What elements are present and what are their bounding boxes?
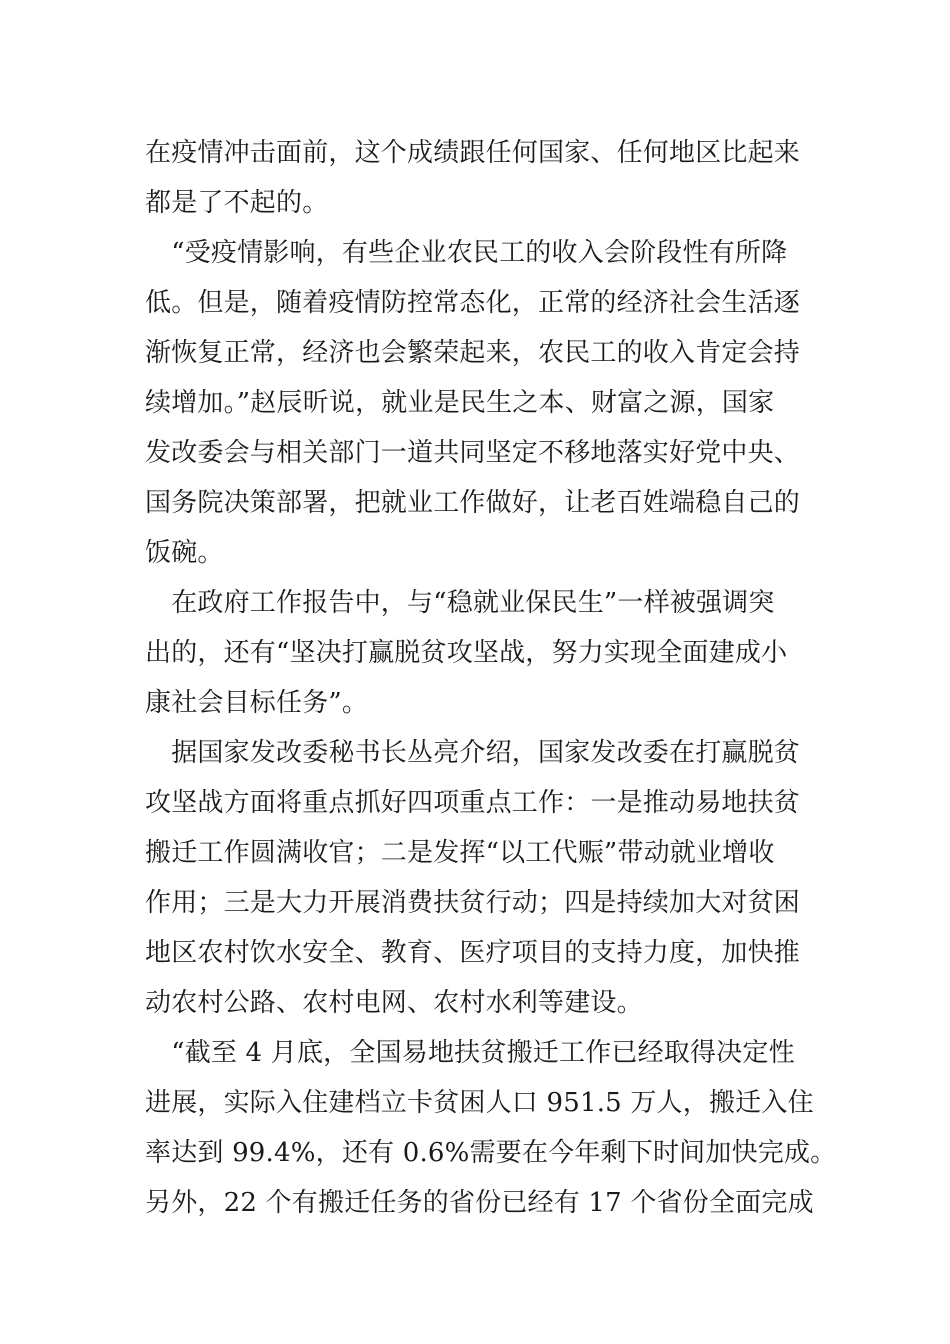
text-line: 另外，22 个有搬迁任务的省份已经有 17 个省份全面完成 xyxy=(145,1188,814,1218)
text-line: 在政府工作报告中，与“稳就业保民生”一样被强调突 xyxy=(145,588,775,618)
text-line: “截至 4 月底，全国易地扶贫搬迁工作已经取得决定性 xyxy=(145,1038,795,1068)
paragraph-5 xyxy=(145,1028,837,1228)
text-line: 在疫情冲击面前，这个成绩跟任何国家、任何地区比起来 xyxy=(145,138,801,168)
text-line: 国务院决策部署，把就业工作做好，让老百姓端稳自己的 xyxy=(145,488,801,518)
text-line: 作用；三是大力开展消费扶贫行动；四是持续加大对贫困 xyxy=(145,888,801,918)
text-line: 低。但是，随着疫情防控常态化，正常的经济社会生活逐 xyxy=(145,288,801,318)
text-line: 地区农村饮水安全、教育、医疗项目的支持力度，加快推 xyxy=(145,938,801,968)
text-line: “受疫情影响，有些企业农民工的收入会阶段性有所降 xyxy=(145,238,788,268)
text-line: 续增加。”赵辰昕说，就业是民生之本、财富之源，国家 xyxy=(145,388,775,418)
text-line: 据国家发改委秘书长丛亮介绍，国家发改委在打赢脱贫 xyxy=(145,738,801,768)
text-line: 出的，还有“坚决打赢脱贫攻坚战，努力实现全面建成小 xyxy=(145,638,788,668)
paragraph-2 xyxy=(145,228,815,578)
text-line: 都是了不起的。 xyxy=(145,188,329,218)
paragraph-4 xyxy=(145,728,815,1028)
text-line: 渐恢复正常，经济也会繁荣起来，农民工的收入肯定会持 xyxy=(145,338,801,368)
text-line: 发改委会与相关部门一道共同坚定不移地落实好党中央、 xyxy=(145,438,801,468)
paragraph-3 xyxy=(145,578,815,728)
paragraph-1 xyxy=(145,128,815,228)
text-line: 饭碗。 xyxy=(145,538,224,568)
text-line: 动农村公路、农村电网、农村水利等建设。 xyxy=(145,988,643,1018)
text-line: 率达到 99.4%，还有 0.6%需要在今年剩下时间加快完成。 xyxy=(145,1138,837,1168)
text-line: 进展，实际入住建档立卡贫困人口 951.5 万人，搬迁入住 xyxy=(145,1088,814,1118)
body-text xyxy=(145,128,837,1228)
text-line: 搬迁工作圆满收官；二是发挥“以工代赈”带动就业增收 xyxy=(145,838,775,868)
text-line: 攻坚战方面将重点抓好四项重点工作：一是推动易地扶贫 xyxy=(145,788,801,818)
text-line: 康社会目标任务”。 xyxy=(145,688,369,718)
